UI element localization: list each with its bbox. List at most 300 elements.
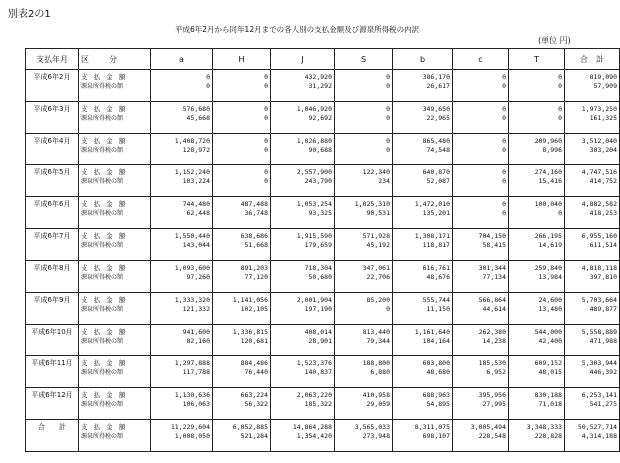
amount-cell <box>393 292 453 324</box>
amount-cell <box>565 101 620 133</box>
payment-amount: 3,512,040 <box>581 136 617 145</box>
class-cell <box>79 229 151 261</box>
tax-amount: 0 <box>264 177 268 186</box>
header-col-b: b <box>393 49 453 70</box>
amount-cell <box>509 356 565 388</box>
header-class: 区 分 <box>79 49 151 70</box>
amount-cell <box>453 324 509 356</box>
amount-cell <box>393 133 453 165</box>
amount-cell <box>271 420 335 452</box>
class-cell <box>79 420 151 452</box>
payment-amount: 274,160 <box>534 168 562 177</box>
tax-amount: 11,150 <box>426 304 450 313</box>
tax-amount: 143,044 <box>182 241 210 250</box>
payment-amount: 1,046,920 <box>296 104 332 113</box>
tax-amount: 29,059 <box>366 400 390 409</box>
tax-amount: 56,322 <box>244 400 268 409</box>
tax-amount: 102,105 <box>240 304 268 313</box>
tax-amount: 54,895 <box>426 400 450 409</box>
payment-label: 支 払 金 額 <box>81 104 128 113</box>
payment-label: 支 払 金 額 <box>81 232 128 241</box>
payment-label: 支 払 金 額 <box>81 327 128 336</box>
class-cell <box>79 260 151 292</box>
amount-cell <box>453 197 509 229</box>
payment-amount: 3,565,033 <box>354 423 390 432</box>
tax-amount: 77,134 <box>482 272 506 281</box>
tax-amount: 0 <box>558 82 562 90</box>
tax-amount: 4,314,188 <box>581 432 617 441</box>
tax-label: 源泉所得税の額 <box>81 242 124 250</box>
tax-amount: 45,192 <box>366 241 390 250</box>
amount-cell <box>509 165 565 197</box>
period-cell: 平成6年3月 <box>26 101 79 133</box>
payment-amount: 0 <box>264 104 268 113</box>
amount-cell <box>335 229 393 261</box>
amount-cell <box>213 324 271 356</box>
tax-amount: 243,790 <box>304 177 332 186</box>
tax-amount: 62,448 <box>186 209 210 218</box>
tax-amount: 44,614 <box>482 304 506 313</box>
tax-amount: 74,548 <box>426 145 450 154</box>
amount-cell <box>335 165 393 197</box>
tax-amount: 197,190 <box>304 304 332 313</box>
payment-label: 支 払 金 額 <box>81 359 128 368</box>
payment-amount: 1,308,171 <box>414 232 450 241</box>
payment-amount: 0 <box>206 73 210 81</box>
payment-label: 支 払 金 額 <box>81 136 128 145</box>
payment-amount: 8,311,075 <box>414 423 450 432</box>
payment-amount: 408,014 <box>304 327 332 336</box>
payment-amount: 1,915,590 <box>296 232 332 241</box>
class-cell <box>79 133 151 165</box>
tax-amount: 6,952 <box>486 368 506 377</box>
amount-cell <box>271 292 335 324</box>
amount-cell <box>453 133 509 165</box>
payment-amount: 259,840 <box>534 263 562 272</box>
tax-amount: 14,238 <box>482 336 506 345</box>
table-row <box>26 229 620 261</box>
amount-cell <box>213 165 271 197</box>
tax-amount: 50,680 <box>308 272 332 281</box>
payment-amount: 410,958 <box>362 391 390 400</box>
amount-cell <box>565 324 620 356</box>
amount-cell <box>453 420 509 452</box>
tax-amount: 0 <box>264 145 268 154</box>
tax-amount: 93,325 <box>308 209 332 218</box>
tax-label: 源泉所得税の額 <box>81 210 124 218</box>
payment-amount: 0 <box>386 73 390 81</box>
payment-amount: 301,344 <box>478 263 506 272</box>
payment-amount: 663,224 <box>240 391 268 400</box>
class-cell <box>79 70 151 102</box>
payment-amount: 5,558,889 <box>581 327 617 336</box>
amount-cell <box>509 420 565 452</box>
amount-cell <box>509 388 565 420</box>
payment-amount: 3,348,333 <box>526 423 562 432</box>
tax-amount: 135,201 <box>422 209 450 218</box>
table-row <box>26 260 620 292</box>
tax-amount: 228,828 <box>534 432 562 441</box>
class-cell <box>79 101 151 133</box>
payment-amount: 1,053,254 <box>296 200 332 209</box>
amount-cell <box>509 260 565 292</box>
table-row <box>26 70 620 102</box>
tax-amount: 103,224 <box>182 177 210 186</box>
amount-cell <box>509 70 565 102</box>
amount-cell <box>453 388 509 420</box>
tax-amount: 76,440 <box>244 368 268 377</box>
payment-amount: 6,253,141 <box>581 391 617 400</box>
header-col-j: J <box>271 49 335 70</box>
tax-amount: 521,284 <box>240 432 268 441</box>
amount-cell <box>393 324 453 356</box>
tax-amount: 90,531 <box>366 209 390 218</box>
payment-amount: 349,650 <box>422 104 450 113</box>
amount-cell <box>509 197 565 229</box>
payment-amount: 744,480 <box>182 200 210 209</box>
payment-amount: 566,864 <box>478 295 506 304</box>
tax-label: 源泉所得税の額 <box>81 433 124 441</box>
tax-amount: 0 <box>206 82 210 90</box>
tax-amount: 471,988 <box>589 336 617 345</box>
payment-amount: 85,200 <box>366 295 390 304</box>
tax-amount: 121,332 <box>182 304 210 313</box>
tax-amount: 397,810 <box>589 272 617 281</box>
amount-cell <box>271 388 335 420</box>
payment-amount: 11,229,604 <box>170 423 210 432</box>
payment-amount: 544,000 <box>534 327 562 336</box>
payment-amount: 1,026,880 <box>296 136 332 145</box>
amount-cell <box>335 324 393 356</box>
amount-cell <box>335 101 393 133</box>
tax-label: 源泉所得税の額 <box>81 178 124 186</box>
tax-amount: 0 <box>558 113 562 122</box>
payment-amount: 188,800 <box>362 359 390 368</box>
amount-cell <box>565 165 620 197</box>
amount-cell <box>213 101 271 133</box>
period-cell: 平成6年8月 <box>26 260 79 292</box>
payment-amount: 185,530 <box>478 359 506 368</box>
amount-cell <box>335 292 393 324</box>
payment-amount: 0 <box>386 104 390 113</box>
table-row <box>26 101 620 133</box>
tax-label: 源泉所得税の額 <box>81 146 124 154</box>
tax-amount: 22,965 <box>426 113 450 122</box>
payment-amount: 1,333,320 <box>174 295 210 304</box>
payment-amount: 266,195 <box>534 232 562 241</box>
tax-amount: 0 <box>386 304 390 313</box>
amount-cell <box>393 197 453 229</box>
tax-amount: 0 <box>502 209 506 218</box>
tax-amount: 71,018 <box>538 400 562 409</box>
tax-amount: 185,322 <box>304 400 332 409</box>
header-col-a: a <box>151 49 213 70</box>
payment-amount: 1,472,010 <box>414 200 450 209</box>
payment-label: 支 払 金 額 <box>81 263 128 272</box>
amount-cell <box>151 133 213 165</box>
table-row <box>26 292 620 324</box>
tax-amount: 0 <box>386 82 390 90</box>
payment-amount: 1,025,310 <box>354 200 390 209</box>
payment-amount: 0 <box>502 168 506 177</box>
tax-amount: 140,837 <box>304 368 332 377</box>
amount-cell <box>271 165 335 197</box>
amount-cell <box>393 165 453 197</box>
header-period: 支払年月 <box>26 49 79 70</box>
tax-amount: 128,972 <box>182 145 210 154</box>
amount-cell <box>565 292 620 324</box>
tax-amount: 0 <box>264 113 268 122</box>
amount-cell <box>509 292 565 324</box>
amount-cell <box>151 420 213 452</box>
amount-cell <box>271 197 335 229</box>
amount-cell <box>213 420 271 452</box>
tax-amount: 28,901 <box>308 336 332 345</box>
tax-label: 源泉所得税の額 <box>81 273 124 281</box>
tax-amount: 0 <box>386 113 390 122</box>
amount-cell <box>565 133 620 165</box>
payment-label: 支 払 金 額 <box>81 168 128 177</box>
amount-cell <box>213 197 271 229</box>
payment-amount: 5,703,664 <box>581 295 617 304</box>
payment-amount: 1,973,250 <box>581 104 617 113</box>
period-cell: 平成6年12月 <box>26 388 79 420</box>
amount-cell <box>151 70 213 102</box>
amount-cell <box>565 197 620 229</box>
tax-label: 源泉所得税の額 <box>81 401 124 409</box>
payment-amount: 1,523,376 <box>296 359 332 368</box>
period-cell: 平成6年2月 <box>26 70 79 102</box>
tax-amount: 6,880 <box>370 368 390 377</box>
payment-amount: 603,800 <box>422 359 450 368</box>
tax-label: 源泉所得税の額 <box>81 83 124 90</box>
tax-amount: 22,706 <box>366 272 390 281</box>
payment-breakdown-table <box>25 48 620 452</box>
period-cell: 平成6年6月 <box>26 197 79 229</box>
tax-amount: 120,681 <box>240 336 268 345</box>
unit-label: (単位 円) <box>538 36 571 45</box>
tax-amount: 0 <box>558 209 562 218</box>
payment-amount: 0 <box>502 200 506 209</box>
payment-amount: 576,680 <box>182 104 210 113</box>
payment-amount: 830,188 <box>534 391 562 400</box>
table-row <box>26 324 620 356</box>
amount-cell <box>453 229 509 261</box>
payment-amount: 0 <box>502 104 506 113</box>
tax-amount: 106,063 <box>182 400 210 409</box>
payment-amount: 0 <box>558 104 562 113</box>
payment-amount: 718,304 <box>304 263 332 272</box>
amount-cell <box>271 356 335 388</box>
table-row <box>26 133 620 165</box>
amount-cell <box>151 356 213 388</box>
amount-cell <box>453 101 509 133</box>
payment-amount: 0 <box>502 73 506 81</box>
tax-amount: 541,275 <box>589 400 617 409</box>
tax-amount: 92,692 <box>308 113 332 122</box>
payment-amount: 555,744 <box>422 295 450 304</box>
amount-cell <box>271 133 335 165</box>
amount-cell <box>565 260 620 292</box>
payment-amount: 14,864,288 <box>292 423 332 432</box>
payment-amount: 1,130,636 <box>174 391 210 400</box>
payment-amount: 122,340 <box>362 168 390 177</box>
payment-amount: 1,161,640 <box>414 327 450 336</box>
payment-amount: 819,090 <box>589 73 617 81</box>
period-cell: 平成6年7月 <box>26 229 79 261</box>
payment-amount: 688,963 <box>422 391 450 400</box>
amount-cell <box>565 229 620 261</box>
tax-amount: 303,204 <box>589 145 617 154</box>
tax-amount: 0 <box>386 145 390 154</box>
tax-amount: 104,164 <box>422 336 450 345</box>
amount-cell <box>565 70 620 102</box>
amount-cell <box>151 324 213 356</box>
amount-cell <box>565 356 620 388</box>
payment-amount: 1,093,600 <box>174 263 210 272</box>
header-col-t: T <box>509 49 565 70</box>
tax-amount: 97,260 <box>186 272 210 281</box>
period-cell: 平成6年9月 <box>26 292 79 324</box>
amount-cell <box>509 229 565 261</box>
payment-amount: 884,486 <box>240 359 268 368</box>
amount-cell <box>335 197 393 229</box>
amount-cell <box>393 356 453 388</box>
payment-amount: 704,150 <box>478 232 506 241</box>
table-row <box>26 165 620 197</box>
amount-cell <box>565 388 620 420</box>
payment-amount: 487,488 <box>240 200 268 209</box>
payment-amount: 262,380 <box>478 327 506 336</box>
tax-amount: 58,415 <box>482 241 506 250</box>
tax-amount: 446,392 <box>589 368 617 377</box>
amount-cell <box>213 70 271 102</box>
payment-label: 支 払 金 額 <box>81 295 128 304</box>
tax-amount: 414,752 <box>589 177 617 186</box>
tax-label: 源泉所得税の額 <box>81 114 124 122</box>
tax-amount: 82,160 <box>186 336 210 345</box>
amount-cell <box>271 229 335 261</box>
amount-cell <box>213 292 271 324</box>
amount-cell <box>213 133 271 165</box>
tax-amount: 14,619 <box>538 241 562 250</box>
amount-cell <box>335 356 393 388</box>
amount-cell <box>271 101 335 133</box>
tax-amount: 26,617 <box>426 82 450 90</box>
payment-amount: 638,686 <box>240 232 268 241</box>
payment-amount: 1,336,815 <box>232 327 268 336</box>
amount-cell <box>151 388 213 420</box>
table-row <box>26 420 620 452</box>
payment-amount: 395,956 <box>478 391 506 400</box>
amount-cell <box>453 165 509 197</box>
amount-cell <box>151 292 213 324</box>
amount-cell <box>453 356 509 388</box>
tax-amount: 1,354,420 <box>296 432 332 441</box>
tax-amount: 31,292 <box>308 82 332 90</box>
payment-amount: 813,440 <box>362 327 390 336</box>
payment-amount: 0 <box>264 136 268 145</box>
amount-cell <box>213 260 271 292</box>
tax-amount: 8,996 <box>542 145 562 154</box>
payment-amount: 24,600 <box>538 295 562 304</box>
table-row <box>26 197 620 229</box>
tax-amount: 36,748 <box>244 209 268 218</box>
amount-cell <box>393 388 453 420</box>
payment-amount: 347,061 <box>362 263 390 272</box>
tax-amount: 0 <box>502 82 506 90</box>
tax-amount: 0 <box>502 113 506 122</box>
amount-cell <box>335 133 393 165</box>
tax-label: 源泉所得税の額 <box>81 305 124 313</box>
tax-amount: 273,948 <box>362 432 390 441</box>
amount-cell <box>335 388 393 420</box>
payment-amount: 0 <box>502 136 506 145</box>
payment-amount: 2,001,904 <box>296 295 332 304</box>
tax-amount: 698,107 <box>422 432 450 441</box>
class-cell <box>79 292 151 324</box>
payment-amount: 2,557,900 <box>296 168 332 177</box>
header-total: 合 計 <box>565 49 620 70</box>
payment-amount: 50,527,714 <box>577 423 617 432</box>
tax-amount: 52,087 <box>426 177 450 186</box>
payment-amount: 3,005,494 <box>470 423 506 432</box>
payment-amount: 891,203 <box>240 263 268 272</box>
payment-amount: 941,600 <box>182 327 210 336</box>
header-col-h: H <box>213 49 271 70</box>
payment-amount: 100,040 <box>534 200 562 209</box>
tax-amount: 1,008,050 <box>174 432 210 441</box>
tax-amount: 0 <box>264 82 268 90</box>
tax-amount: 79,344 <box>366 336 390 345</box>
amount-cell <box>393 229 453 261</box>
tax-amount: 90,688 <box>308 145 332 154</box>
tax-amount: 13,480 <box>538 304 562 313</box>
header-col-s: S <box>335 49 393 70</box>
tax-amount: 27,995 <box>482 400 506 409</box>
amount-cell <box>213 388 271 420</box>
amount-cell <box>213 229 271 261</box>
payment-amount: 6,052,885 <box>232 423 268 432</box>
payment-amount: 4,882,582 <box>581 200 617 209</box>
amount-cell <box>565 420 620 452</box>
amount-cell <box>509 101 565 133</box>
tax-label: 源泉所得税の額 <box>81 337 124 345</box>
class-cell <box>79 165 151 197</box>
payment-amount: 1,152,240 <box>174 168 210 177</box>
payment-label: 支 払 金 額 <box>81 73 128 81</box>
amount-cell <box>271 324 335 356</box>
tax-amount: 48,015 <box>538 368 562 377</box>
table-row <box>26 388 620 420</box>
amount-cell <box>151 197 213 229</box>
payment-amount: 616,761 <box>422 263 450 272</box>
header-col-c: c <box>453 49 509 70</box>
amount-cell <box>453 292 509 324</box>
amount-cell <box>393 260 453 292</box>
payment-amount: 209,960 <box>534 136 562 145</box>
payment-amount: 5,303,944 <box>581 359 617 368</box>
payment-amount: 609,152 <box>534 359 562 368</box>
header-row <box>26 49 620 70</box>
payment-amount: 640,870 <box>422 168 450 177</box>
payment-amount: 2,063,220 <box>296 391 332 400</box>
document-title: 平成6年2月から同年12月までの各人別の支払金額及び源泉所得税の内訳 <box>175 25 420 34</box>
tax-amount: 48,680 <box>426 368 450 377</box>
period-cell: 平成6年4月 <box>26 133 79 165</box>
class-cell <box>79 324 151 356</box>
payment-amount: 6,955,160 <box>581 232 617 241</box>
